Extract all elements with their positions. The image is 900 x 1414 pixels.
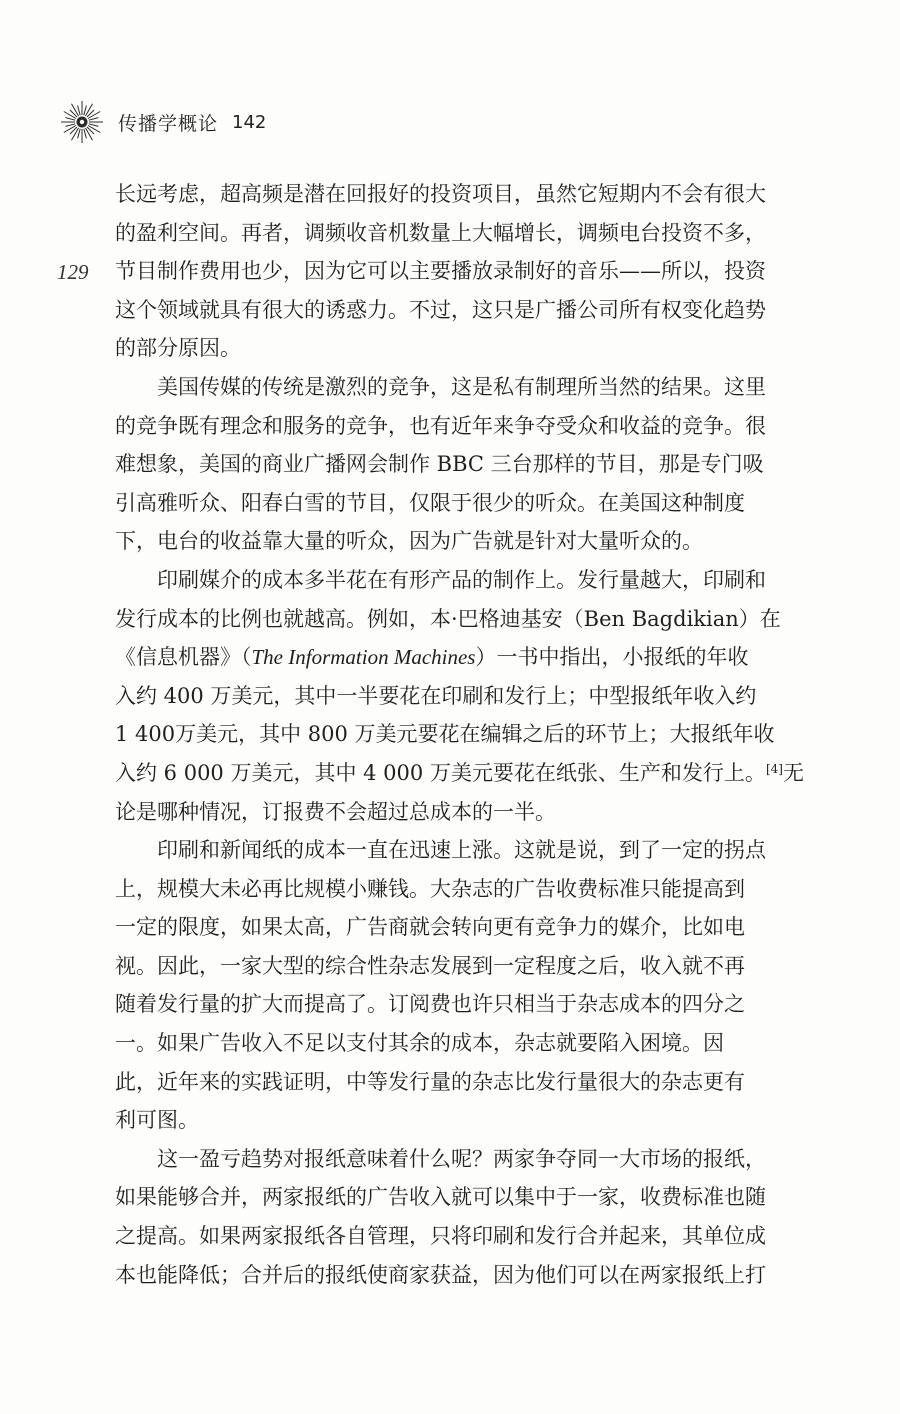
- line-text: 美国传媒的传统是激烈的竞争，这是私有制理所当然的结果。这里: [157, 374, 766, 399]
- paragraph: [115, 175, 820, 368]
- line-text-part: ）一书中指出，小报纸的年收: [475, 645, 749, 670]
- text-line: [115, 1140, 820, 1179]
- line-text: 视。因此，一家大型的综合性杂志发展到一定程度之后，收入就不再: [115, 953, 745, 978]
- sunburst-ray: [84, 129, 87, 139]
- line-text: 一。如果广告收入不足以支付其余的成本，杂志就要陷入困境。因: [115, 1031, 724, 1056]
- line-text-part: 入约 6 000 万美元，其中 4 000 万美元要花在纸张、生产和发行上。: [115, 760, 766, 785]
- text-line: [115, 715, 820, 754]
- sunburst-ray: [66, 118, 76, 121]
- line-text: 引高雅听众、阳春白雪的节目，仅限于很少的听众。在美国这种制度: [115, 490, 745, 515]
- sunburst-ray: [89, 124, 99, 127]
- line-text: 印刷媒介的成本多半花在有形产品的制作上。发行量越大，印刷和: [157, 567, 766, 592]
- line-text: 的竞争既有理念和服务的竞争，也有近年来争夺受众和收益的竞争。很: [115, 413, 766, 438]
- text-line: [115, 368, 820, 407]
- line-text: 此，近年来的实践证明，中等发行量的杂志比发行量很大的杂志更有: [115, 1069, 745, 1094]
- text-line: [115, 175, 820, 214]
- line-text: 论是哪种情况，订报费不会超过总成本的一半。: [115, 799, 556, 824]
- line-text: [115, 754, 804, 793]
- line-text: 1 400万美元，其中 800 万美元要花在编辑之后的环节上；大报纸年收: [115, 722, 775, 747]
- text-line: [115, 522, 820, 561]
- text-line: [115, 754, 820, 793]
- text-line: [115, 484, 820, 523]
- book-title-italic: The Information Machines: [251, 645, 476, 670]
- line-text: 利可图。: [115, 1108, 199, 1133]
- line-text: 的盈利空间。再者，调频收音机数量上大幅增长，调频电台投资不多，: [115, 220, 766, 245]
- sunburst-ornament-icon: [60, 100, 104, 144]
- line-text: 这一盈亏趋势对报纸意味着什么呢？两家争夺同一大市场的报纸，: [157, 1146, 766, 1171]
- line-text: 难想象，美国的商业广播网会制作 BBC 三台那样的节目，那是专门吸: [115, 452, 764, 477]
- footnote-marker: [4]: [765, 761, 783, 776]
- text-line: [115, 985, 820, 1024]
- text-line: [115, 252, 820, 291]
- sunburst-ray: [84, 106, 87, 116]
- text-line: [115, 831, 820, 870]
- line-text: 发行成本的比例也就越高。例如，本·巴格迪基安（Ben Bagdikian）在: [115, 606, 781, 631]
- text-line: [115, 1101, 820, 1140]
- text-line: [115, 600, 820, 639]
- text-line: [115, 638, 820, 677]
- text-line: [115, 407, 820, 446]
- body-text: [115, 175, 820, 1294]
- sunburst-ray: [66, 124, 76, 127]
- line-text: 本也能降低；合并后的报纸使商家获益，因为他们可以在两家报纸上打: [115, 1262, 766, 1287]
- text-line: [115, 1063, 820, 1102]
- margin-page-number: 129: [57, 260, 89, 284]
- line-text-part: 《信息机器》（: [115, 645, 252, 670]
- line-text: 这个领域就具有很大的诱惑力。不过，这只是广播公司所有权变化趋势: [115, 297, 766, 322]
- running-header: [60, 97, 266, 147]
- line-text: 入约 400 万美元，其中一半要花在印刷和发行上；中型报纸年收入约: [115, 683, 757, 708]
- line-text: 节目制作费用也少，因为它可以主要播放录制好的音乐——所以，投资: [115, 259, 766, 284]
- paragraph: [115, 831, 820, 1140]
- sunburst-ray: [78, 106, 81, 116]
- line-text: 下，电台的收益靠大量的听众，因为广告就是针对大量听众的。: [115, 529, 703, 554]
- line-text: 随着发行量的扩大而提高了。订阅费也许只相当于杂志成本的四分之: [115, 992, 745, 1017]
- text-line: [115, 1256, 820, 1295]
- sunburst-ray: [78, 129, 81, 139]
- line-text: 长远考虑，超高频是潜在回报好的投资项目，虽然它短期内不会有很大: [115, 182, 766, 206]
- page-number: 142: [232, 111, 267, 133]
- paragraph: [115, 561, 820, 831]
- text-line: [115, 908, 820, 947]
- text-line: [115, 214, 820, 253]
- text-line: [115, 561, 820, 600]
- text-line: [115, 793, 820, 832]
- text-line: [115, 329, 820, 368]
- line-text: 之提高。如果两家报纸各自管理，只将印刷和发行合并起来，其单位成: [115, 1224, 766, 1249]
- text-line: [115, 870, 820, 909]
- line-text: 如果能够合并，两家报纸的广告收入就可以集中于一家，收费标准也随: [115, 1185, 766, 1210]
- text-line: [115, 1024, 820, 1063]
- text-line: [115, 1217, 820, 1256]
- line-text: 的部分原因。: [115, 336, 241, 361]
- text-line: [115, 445, 820, 484]
- paragraph: [115, 1140, 820, 1294]
- text-line: [115, 1178, 820, 1217]
- text-line: [115, 291, 820, 330]
- line-text: [115, 638, 748, 677]
- sunburst-ray: [89, 118, 99, 121]
- text-line: [115, 677, 820, 716]
- text-line: [115, 947, 820, 986]
- line-text-part: 无: [782, 760, 804, 785]
- line-text: 印刷和新闻纸的成本一直在迅速上涨。这就是说，到了一定的拐点: [157, 838, 766, 863]
- book-title: 传播学概论: [118, 112, 219, 135]
- line-text: 一定的限度，如果太高，广告商就会转向更有竞争力的媒介，比如电: [115, 915, 745, 940]
- line-text: 上，规模大未必再比规模小赚钱。大杂志的广告收费标准只能提高到: [115, 876, 745, 901]
- paragraph: [115, 368, 820, 561]
